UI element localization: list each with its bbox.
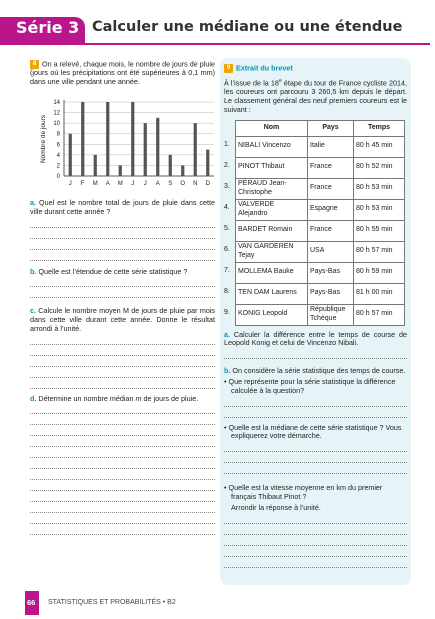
cell-nom: KONIG Leopold	[236, 304, 308, 325]
answer-line[interactable]	[224, 407, 407, 418]
x-tick-label: M	[117, 181, 123, 187]
question-d-label: d.	[30, 393, 37, 403]
x-tick-label: D	[205, 181, 210, 187]
y-tick-label: 6	[56, 142, 60, 149]
answer-line[interactable]	[224, 535, 407, 546]
answer-line[interactable]	[224, 463, 407, 474]
answer-line[interactable]	[30, 345, 215, 356]
bullet-item: • Quelle est la vitesse moyenne en km du premier français Thibaut Pinot ?	[224, 483, 383, 501]
bar	[194, 123, 197, 176]
rank-label: 9.	[224, 308, 230, 316]
y-tick-label: 2	[56, 163, 60, 170]
table-row	[236, 157, 405, 178]
bullet-item: • Que représente pour la série statistique la différence calculée à la question?	[224, 377, 396, 395]
answer-line[interactable]	[30, 403, 215, 414]
cell-nom: PÉRAUD Jean-Christophe	[236, 178, 308, 199]
serie-label: Série 3	[16, 18, 80, 37]
exercise-number-badge: 8	[30, 60, 39, 69]
question-c	[30, 307, 215, 333]
table-row	[236, 136, 405, 157]
table-row	[236, 241, 405, 262]
rank-label: 1.	[224, 140, 230, 148]
cell-temps: 80 h 57 min	[354, 241, 405, 262]
cell-nom: VAN GARDEREN Tejay	[236, 241, 308, 262]
question-a	[30, 199, 215, 217]
x-tick-label: S	[168, 181, 173, 187]
column-header: Temps	[354, 120, 405, 136]
answer-line[interactable]	[30, 414, 215, 425]
bullet-text: Que représente pour la série statistique la différence calculée à la question?	[228, 377, 396, 395]
answer-line[interactable]	[30, 228, 215, 239]
question-d-variable: m	[135, 393, 142, 403]
table-row	[236, 220, 405, 241]
question-b-label: b.	[30, 266, 37, 276]
answer-line[interactable]	[30, 367, 215, 378]
rank-label: 5.	[224, 224, 230, 232]
question-d-text-end: de jours de pluie.	[141, 393, 199, 403]
x-tick-label: A	[105, 181, 110, 187]
bullet-text: Quelle est la vitesse moyenne en km du premier français Thibaut Pinot ?	[228, 483, 383, 501]
answer-line[interactable]	[30, 491, 215, 502]
y-tick-label: 10	[53, 121, 60, 128]
rank-label: 7.	[224, 266, 230, 274]
exercise-9	[224, 64, 407, 568]
answer-line[interactable]	[224, 513, 407, 524]
cell-temps: 80 h 53 min	[354, 178, 405, 199]
answer-line[interactable]	[30, 276, 215, 287]
answer-line[interactable]	[30, 250, 215, 261]
y-tick-label: 0	[56, 174, 60, 180]
exercise-9-heading	[224, 64, 407, 73]
exercise-8-intro	[30, 60, 215, 87]
answer-line[interactable]	[30, 447, 215, 458]
x-tick-label: F	[80, 181, 85, 187]
answer-line[interactable]	[224, 546, 407, 557]
cell-pays: Italie	[308, 136, 354, 157]
table-header-row	[236, 120, 405, 136]
cell-pays: Espagne	[308, 199, 354, 220]
answer-line[interactable]	[224, 348, 407, 359]
bullet-text: Quelle est la médiane de cette série statistique ? Vous expliquerez votre démarche.	[228, 422, 402, 441]
y-axis-label: Nombre de jours	[40, 114, 47, 164]
bar	[181, 165, 184, 176]
page-title: Calculer une médiane ou une étendue	[92, 19, 403, 35]
cell-temps: 81 h 00 min	[354, 283, 405, 304]
cell-nom: TEN DAM Laurens	[236, 283, 308, 304]
x-tick-label: J	[143, 181, 147, 187]
question-b-label: b.	[224, 366, 231, 376]
intro-text-end: étape du tour de France cycliste 2014, les coureurs ont parcouru 3 260,5 km depuis le départ. Le classement général des neuf premiers coureurs est le suivant :	[224, 78, 408, 114]
table-row	[236, 262, 405, 283]
column-header: Pays	[308, 120, 354, 136]
cell-pays: Pays-Bas	[308, 283, 354, 304]
question-b	[224, 367, 407, 376]
question-a-label: a.	[30, 198, 36, 207]
rank-label: 2.	[224, 161, 230, 169]
bullet-item: • Quelle est la médiane de cette série statistique ? Vous expliquerez votre démarche.	[224, 422, 402, 441]
page-number: 66	[27, 598, 36, 607]
cell-pays: France	[308, 178, 354, 199]
answer-line[interactable]	[30, 480, 215, 491]
bar	[156, 118, 159, 176]
cell-nom: PINOT Thibaut	[236, 157, 308, 178]
intro-superscript: e	[278, 78, 282, 85]
question-a-text: Calculer la différence entre le temps de course de Leopold Konig et celui de Vincenzo Nibali.	[224, 329, 408, 348]
question-a-label: a.	[224, 329, 230, 339]
question-b-text: On considère la série statistique des temps de course.	[232, 366, 406, 376]
bar	[206, 150, 209, 176]
bar	[119, 165, 122, 176]
cell-pays: République Tchèque	[308, 304, 354, 325]
cell-pays: France	[308, 220, 354, 241]
rank-label: 6.	[224, 245, 230, 253]
answer-line[interactable]	[30, 287, 215, 298]
rain-bar-chart	[32, 98, 217, 191]
answer-line[interactable]	[224, 557, 407, 568]
x-tick-label: A	[155, 181, 160, 187]
answer-line[interactable]	[224, 396, 407, 407]
answer-line[interactable]	[30, 458, 215, 469]
table-row	[236, 283, 405, 304]
exercise-8-questions	[30, 195, 215, 535]
intro-text: On a relevé, chaque mois, le nombre de jours de pluie (jours où les précipitations ont été supérieures à 0,1 mm) dans une ville pendant une année.	[30, 59, 215, 86]
answer-line[interactable]	[224, 441, 407, 452]
answer-line[interactable]	[30, 217, 215, 228]
answer-line[interactable]	[30, 502, 215, 513]
x-tick-label: O	[180, 181, 186, 187]
table-row	[236, 304, 405, 325]
question-b-text: Quelle est l’étendue de cette série statistique ?	[38, 266, 188, 276]
question-d	[30, 395, 215, 404]
y-tick-label: 8	[56, 131, 60, 138]
answer-line[interactable]	[30, 469, 215, 480]
answer-line[interactable]	[30, 436, 215, 447]
cell-nom: MOLLEMA Bauke	[236, 262, 308, 283]
answer-line[interactable]	[30, 334, 215, 345]
rank-label: 3.	[224, 182, 230, 190]
answer-line[interactable]	[30, 239, 215, 250]
cell-temps: 80 h 55 min	[354, 220, 405, 241]
bar	[144, 123, 147, 176]
footer-chapter: STATISTIQUES ET PROBABILITÉS • B2	[48, 599, 176, 606]
bar	[69, 134, 72, 176]
bullet-note: Arrondir la réponse à l’unité.	[231, 502, 321, 512]
cell-nom: NIBALI Vincenzo	[236, 136, 308, 157]
x-tick-label: M	[92, 181, 98, 187]
table-row	[236, 199, 405, 220]
cell-pays: USA	[308, 241, 354, 262]
cell-temps: 80 h 59 min	[354, 262, 405, 283]
answer-line[interactable]	[224, 524, 407, 535]
question-c-text: Calcule le nombre moyen M de jours de pluie par mois dans cette ville durant cette année. Donne le résultat arrondi à l’unité.	[30, 306, 216, 333]
answer-line[interactable]	[30, 356, 215, 367]
cell-nom: BARDET Romain	[236, 220, 308, 241]
brevet-heading: Extrait du brevet	[236, 63, 293, 73]
question-c-label: c.	[30, 306, 36, 316]
cell-nom: VALVERDE Alejandro	[236, 199, 308, 220]
question-d-text: Détermine un nombre médian	[38, 393, 136, 403]
answer-line[interactable]	[30, 425, 215, 436]
y-tick-label: 4	[56, 152, 60, 159]
rank-label: 8.	[224, 287, 230, 295]
page-header	[0, 0, 435, 45]
bar	[131, 102, 134, 176]
chart-svg	[32, 98, 217, 191]
rank-label: 4.	[224, 203, 230, 211]
cell-temps: 80 h 52 min	[354, 157, 405, 178]
ranking-table-wrap	[224, 120, 407, 326]
exercise-number-badge: 9	[224, 64, 233, 73]
question-b	[30, 268, 215, 277]
answer-line[interactable]	[224, 452, 407, 463]
question-a	[224, 331, 407, 349]
x-tick-label: N	[193, 181, 198, 187]
cell-pays: France	[308, 157, 354, 178]
bar	[169, 155, 172, 176]
exercise-9-intro	[224, 78, 407, 115]
question-a-text: Quel est le nombre total de jours de pluie dans cette ville durant cette année ?	[30, 198, 215, 216]
column-header: Nom	[236, 120, 308, 136]
y-tick-label: 12	[53, 110, 60, 117]
y-tick-label: 14	[53, 100, 60, 106]
table-row	[236, 178, 405, 199]
answer-line[interactable]	[30, 524, 215, 535]
intro-text: À l’issue de la 18	[224, 78, 279, 88]
answer-line[interactable]	[30, 378, 215, 389]
cell-temps: 80 h 45 min	[354, 136, 405, 157]
ranking-table	[235, 120, 405, 326]
x-tick-label: J	[131, 181, 135, 187]
header-rule	[85, 43, 430, 45]
bar	[94, 155, 97, 176]
answer-line[interactable]	[30, 513, 215, 524]
cell-temps: 80 h 53 min	[354, 199, 405, 220]
cell-temps: 80 h 57 min	[354, 304, 405, 325]
bar	[81, 102, 84, 176]
cell-pays: Pays-Bas	[308, 262, 354, 283]
exercise-8	[30, 60, 215, 87]
bar	[106, 102, 109, 176]
x-tick-label: J	[68, 181, 72, 187]
